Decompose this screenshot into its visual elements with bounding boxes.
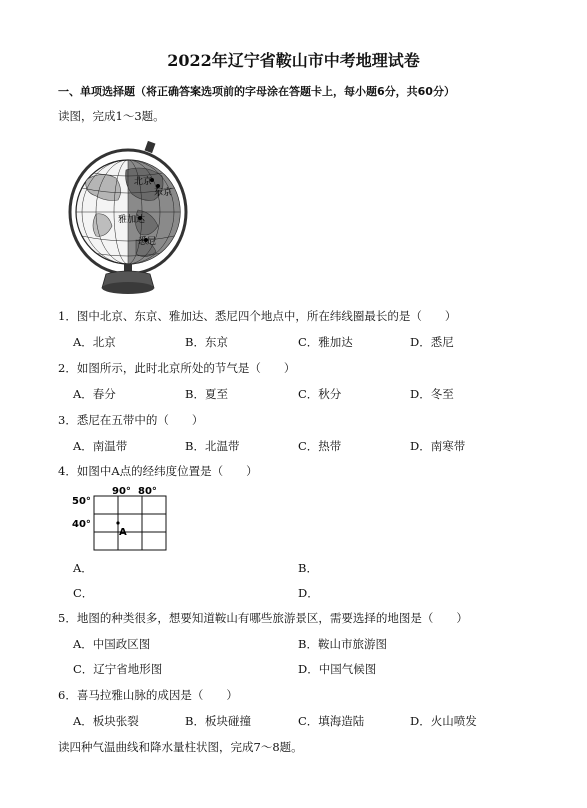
question-2-stem: 2．如图所示，此时北京所处的节气是（ ） [58,361,296,375]
q4-option-b[interactable]: B． [298,561,318,575]
q3-option-a[interactable]: A．南温带 [73,439,128,453]
grid-lat-50: 50° [72,496,91,507]
q3-option-c[interactable]: C．热带 [298,439,342,453]
q4-option-a[interactable]: A． [73,561,93,575]
grid-point-a: A [119,527,127,538]
intro-text-2: 读四种气温曲线和降水量柱状图，完成7～8题。 [58,740,303,754]
q6-option-b[interactable]: B．板块碰撞 [185,714,251,728]
q4-option-d[interactable]: D． [298,586,319,600]
grid-lon-90: 90° [112,486,131,497]
q1-option-a[interactable]: A．北京 [73,335,116,349]
globe-label-beijing: 北京 [134,177,153,187]
globe-label-tokyo: 东京 [154,188,173,198]
globe-figure [66,140,196,300]
q3-option-d[interactable]: D．南寒带 [410,439,466,453]
q5-option-b[interactable]: B．鞍山市旅游图 [298,637,387,651]
q1-option-b[interactable]: B．东京 [185,335,228,349]
q3-option-b[interactable]: B．北温带 [185,439,240,453]
page-title: 2022年辽宁省鞍山市中考地理试卷 [167,51,420,70]
q6-option-d[interactable]: D．火山喷发 [410,714,477,728]
q2-option-a[interactable]: A．春分 [73,387,116,401]
question-3-stem: 3．悉尼在五带中的（ ） [58,413,204,427]
section-heading: 一、单项选择题（将正确答案选项前的字母涂在答题卡上，每小题6分，共60分） [58,85,455,98]
globe-label-jakarta: 雅加达 [118,215,146,225]
lat-lon-grid-figure [70,484,180,554]
intro-text: 读图，完成1～3题。 [58,109,165,123]
question-4-stem: 4．如图中A点的经纬度位置是（ ） [58,464,258,478]
question-6-stem: 6．喜马拉雅山脉的成因是（ ） [58,688,238,702]
q5-option-d[interactable]: D．中国气候图 [298,662,377,676]
grid-lon-80: 80° [138,486,157,497]
q5-option-c[interactable]: C．辽宁省地形图 [73,662,163,676]
q5-option-a[interactable]: A．中国政区图 [73,637,151,651]
grid-lat-40: 40° [72,519,91,530]
q6-option-c[interactable]: C．填海造陆 [298,714,365,728]
question-1-stem: 1．图中北京、东京、雅加达、悉尼四个地点中，所在纬线圈最长的是（ ） [58,309,457,323]
question-5-stem: 5．地图的种类很多，想要知道鞍山有哪些旅游景区，需要选择的地图是（ ） [58,611,468,625]
q6-option-a[interactable]: A．板块张裂 [73,714,139,728]
q4-option-c[interactable]: C． [73,586,94,600]
q2-option-c[interactable]: C．秋分 [298,387,342,401]
q2-option-b[interactable]: B．夏至 [185,387,228,401]
q1-option-d[interactable]: D．悉尼 [410,335,454,349]
q1-option-c[interactable]: C．雅加达 [298,335,353,349]
globe-label-sydney: 悉尼 [138,237,157,247]
q2-option-d[interactable]: D．冬至 [410,387,454,401]
